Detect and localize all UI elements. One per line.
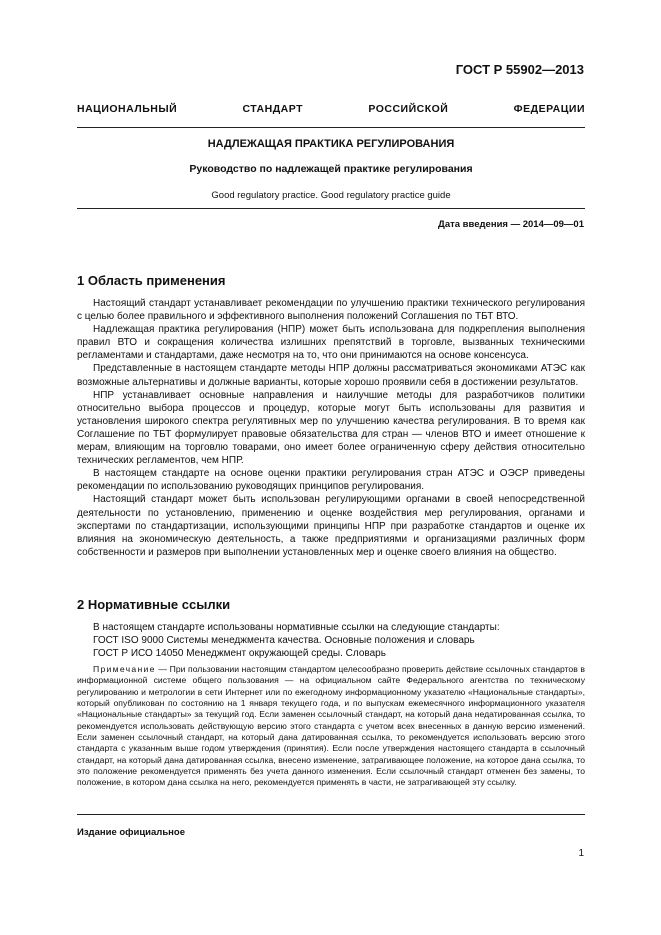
note-label: Примечание	[93, 664, 156, 674]
section-1-body	[77, 297, 585, 559]
section-1-paragraph: Надлежащая практика регулирования (НПР) может быть использована для подкрепления выполнения правил ВТО и сокращения количества излишних препятствий в торговле, вызванных техническими регламентами и стандартами, даже несмотря на то, что они принимаются на основе консенсуса.	[77, 324, 585, 362]
section-2-body	[77, 621, 585, 660]
section-1-paragraph: НПР устанавливает основные направления и наилучшие методы для разработчиков политики относительно выбора процессов и процедур, которые могут быть использованы для развития и установления широкого спектра регулятивных мер по улучшению качества регулирования. В то время как Соглашение по ТБТ формулирует правовые обязательства для стран — членов ВТО и имеет отношение к мерам, влияющим на торговлю товарами, оно имеет более ограниченную сферу действия относительно технических регламентов, чем НПР.	[77, 389, 585, 467]
section-1-heading: 1 Область применения	[77, 273, 226, 288]
section-1-paragraph: Настоящий стандарт устанавливает рекомендации по улучшению практики технического регулирования с целью более правильного и эффективного выполнения положений Соглашения по ТБТ ВТО.	[77, 298, 585, 323]
page-number: 1	[578, 848, 584, 859]
section-1-paragraph: Настоящий стандарт может быть использован регулирующими органами в своей непосредственной деятельности по установлению, применению и оценке воздействия мер регулирования, органами и экспертами по стандартизации, использующими принципы НПР при разработке стандартов и оценке их влияния на экономическую деятельность, а также предприятиями и организациями различных форм собственности и размеров при выполнении установленных мер и оценке своего влияния на общество.	[77, 494, 585, 558]
section-1-paragraph: В настоящем стандарте на основе оценки практики регулирования стран АТЭС и ОЭСР приведены рекомендации по использованию руководящих принципов регулирования.	[77, 468, 585, 493]
introduction-date: Дата введения — 2014—09—01	[438, 219, 584, 230]
top-divider	[77, 127, 585, 128]
section-1-paragraph: Представленные в настоящем стандарте методы НПР должны рассматриваться экономиками АТЭС как возможные альтернативы и должные варианты, которые хорошо проявили себя в достижении результатов.	[77, 363, 585, 388]
standard-number: ГОСТ Р 55902—2013	[455, 62, 584, 77]
normative-reference: ГОСТ Р ИСО 14050 Менеджмент окружающей среды. Словарь	[93, 648, 386, 660]
document-title: НАДЛЕЖАЩАЯ ПРАКТИКА РЕГУЛИРОВАНИЯ	[207, 138, 455, 150]
section-2-heading: 2 Нормативные ссылки	[77, 597, 231, 612]
document-subtitle: Руководство по надлежащей практике регулирования	[189, 163, 473, 175]
reference-note	[77, 664, 585, 789]
normative-reference: ГОСТ ISO 9000 Системы менеджмента качества. Основные положения и словарь	[93, 635, 475, 647]
note-text: — При пользовании настоящим стандартом целесообразно проверить действие ссылочных стандартов в информационной системе общего пользования — на официальном сайте Федерального агентства по техническому регулированию и метрологии в сети Интернет или по ежегодному информационному указателю «Национальные стандарты», который опубликован по состоянию на 1 января текущего года, и по выпускам ежемесячного информационного указателя «Национальные стандарты» за текущий год. Если заменен ссылочный стандарт, на который дана недатированная ссылка, то рекомендуется использовать действующую версию этого стандарта с учетом всех внесенных в данную версию изменений. Если заменен ссылочный стандарт, на который дана датированная ссылка, то рекомендуется использовать версию этого стандарта с указанным выше годом утверждения (принятия). Если после утверждения настоящего стандарта в ссылочный стандарт, на который дана датированная ссылка, внесено изменение, затрагивающее положение, на которое дана ссылка, то это положение рекомендуется применять без учета данного изменения. Если ссылочный стандарт отменен без замены, то положение, в котором дана ссылка на него, рекомендуется применять в части, не затрагивающей эту ссылку.	[77, 664, 585, 788]
section-2-intro: В настоящем стандарте использованы нормативные ссылки на следующие стандарты:	[93, 622, 500, 633]
title-divider	[77, 208, 585, 209]
footer-divider	[77, 814, 585, 815]
national-standard-banner: НАЦИОНАЛЬНЫЙ СТАНДАРТ РОССИЙСКОЙ ФЕДЕРАЦИИ	[77, 103, 585, 115]
english-title: Good regulatory practice. Good regulatory practice guide	[211, 190, 451, 201]
official-edition-label: Издание официальное	[77, 827, 185, 838]
